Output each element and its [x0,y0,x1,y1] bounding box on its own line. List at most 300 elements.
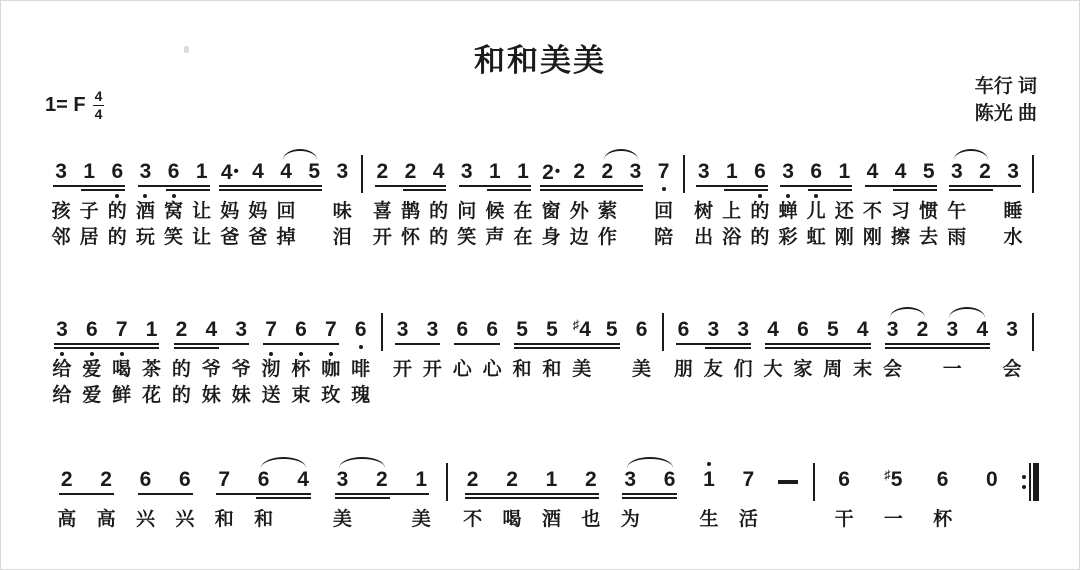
note-digit: 3 [1006,318,1018,341]
note-digit: 6 [456,318,469,341]
octave-dot-below [814,194,818,198]
lyric-syllable: 候 [485,201,505,222]
lyric-syllable [597,383,627,409]
note-slot [565,149,593,199]
lyric-syllable [848,383,878,409]
lyric-syllable [728,383,758,409]
beam-line [403,189,447,191]
lyric-syllable: 邻 [51,227,71,248]
note-column [728,307,758,409]
lyric-syllable: 外 [569,201,589,222]
beam-line [81,189,125,191]
lyric-syllable: 笑 [164,227,184,248]
lyric-syllable: 窗 [541,201,561,222]
note-digit: 2 [375,468,388,491]
lyric-syllable: 喝 [112,359,132,380]
note-slot [137,307,167,357]
beam-line [949,189,993,191]
octave-dot-below [143,194,147,198]
beam-line [256,497,311,499]
lyric-syllable: 的 [107,201,127,222]
octave-dot-below [359,345,363,349]
note-column [621,149,649,251]
note-column [597,307,627,409]
note-slot [788,307,818,357]
lyric-syllable [283,533,322,559]
thin-barline [1029,463,1031,501]
beam-line [375,185,447,187]
note-slot [690,149,718,199]
note-column [137,307,167,409]
repeat-dot [1022,485,1026,489]
lyric-syllable: 和 [254,509,274,530]
note-slot [729,457,768,507]
beam-line [540,185,643,187]
lyric-syllable: 活 [738,509,758,530]
barline [813,463,815,501]
note-digit: 2 [601,160,614,183]
beam-line [724,189,768,191]
score-system [47,457,1039,559]
note-slot [967,457,1016,507]
beam-line [138,493,193,495]
note-slot [226,307,256,357]
beam-line [765,343,870,345]
lyric-syllable: 喜 [372,201,392,222]
lyric-syllable: 彩 [778,227,798,248]
note-slot [86,457,125,507]
note-slot [848,307,878,357]
note-digit: 6 [754,160,766,183]
note-column [396,149,424,251]
beam-line [53,185,125,187]
note-digit: 4 [297,468,309,491]
note-column [368,149,396,251]
note-column [848,307,878,409]
beam-line [893,189,937,191]
note-column [698,307,728,409]
time-signature-top: 4 [94,88,103,104]
note-digit: 1 [725,160,738,183]
lyric-syllable [967,357,997,383]
note-slot [346,307,376,357]
beam-line [395,343,441,345]
note-slot [492,457,531,507]
note-digit: ♯4 [572,317,591,341]
note-slot [481,149,509,199]
sharp-accidental: ♯ [884,467,891,482]
note-digit: 7 [742,468,755,491]
composer-credit: 陈光 曲 [974,103,1037,124]
lyric-syllable: 玩 [135,227,155,248]
lyric-syllable: 的 [107,227,127,248]
note-digit: 3 [460,160,473,183]
note-digit: 0 [986,468,998,491]
lyric-syllable: 边 [569,227,589,248]
note-digit: 7 [657,160,670,183]
lyric-syllable: 开 [393,359,413,380]
lyric-syllable [967,533,1016,559]
lyric-syllable: 窝 [164,201,184,222]
repeat-dots [1022,475,1026,489]
beam-line [865,185,937,187]
note-slot [818,307,848,357]
note-digit: 6 [810,160,822,183]
octave-dot-below [329,352,333,356]
lyric-syllable [477,383,507,409]
note-column [611,457,650,559]
lyric-syllable: 周 [823,359,843,380]
note-digit: 1 [703,468,715,491]
note-digit: 3 [139,160,152,183]
lyric-syllable: 也 [581,509,601,530]
lyric-syllable: 浴 [722,227,742,248]
note-column [967,457,1016,559]
note-column [328,149,356,251]
beam-line [780,185,852,187]
note-digit: 2 [100,468,112,491]
measure [47,307,376,409]
lyric-syllable: 和 [542,359,562,380]
score-system [47,307,1039,409]
lyric-syllable: 鲜 [112,385,132,406]
beam-line [765,347,870,349]
note-column [453,149,481,251]
note-slot [196,307,226,357]
lyric-syllable: 沏 [261,359,281,380]
note-digit: 2 [175,318,188,341]
note-digit: 6 [936,468,949,491]
lyric-syllable [768,533,807,559]
beam-line [514,347,619,349]
note-column [286,307,316,409]
note-digit: 3 [782,160,794,183]
note-digit: 2 [404,160,417,183]
note-digit: 1 [415,468,428,491]
lyric-syllable: 高 [57,509,77,530]
lyric-syllable [453,533,492,559]
lyricist-credit: 车行 词 [974,76,1037,97]
note-slot [698,307,728,357]
note-column [567,307,597,409]
lyric-syllable: 声 [485,227,505,248]
note-column [418,307,448,409]
lyric-syllable: 泪 [332,227,352,248]
lyric-syllable: 笑 [457,227,477,248]
note-slot [858,149,886,199]
note-slot [328,149,356,199]
barline [683,155,685,193]
lyric-syllable: 心 [482,359,502,380]
lyric-syllable [244,533,283,559]
lyric-syllable: 一 [883,509,903,530]
beam-line [949,185,1021,187]
lyric-syllable: 一 [942,359,962,380]
lyric-syllable [402,533,441,559]
note-column [650,457,689,559]
beam-line [219,189,322,191]
lyric-syllable: 出 [694,227,714,248]
note-slot [509,149,537,199]
barline [662,313,664,351]
note-slot [425,149,453,199]
sustain-slot [768,457,807,507]
lyric-syllable: 给 [52,359,72,380]
note-slot [746,149,774,199]
note-slot [774,149,802,199]
lyric-syllable: 味 [332,201,352,222]
lyric-syllable: 上 [722,201,742,222]
note-slot [447,307,477,357]
lyric-syllable: 友 [703,359,723,380]
lyric-syllable: 朋 [673,359,693,380]
note-digit: 1 [83,160,96,183]
barline [1032,155,1034,193]
lyric-syllable [698,383,728,409]
lyric-syllable: 不 [463,509,483,530]
note-slot [886,149,914,199]
note-digit: 2 [584,468,597,491]
note-column [718,149,746,251]
barline [361,155,363,193]
note-column [47,149,75,251]
lyric-syllable [689,533,728,559]
lyric-syllable: 为 [620,509,640,530]
lyric-syllable: 爸 [248,227,268,248]
beam-line [335,493,429,495]
note-digit: 2 [506,468,518,491]
note-column [943,149,971,251]
beam-line [705,347,751,349]
lyric-syllable: 妹 [231,385,251,406]
beam-line [885,347,990,349]
beam-line [622,493,677,495]
lyric-syllable: 和 [214,509,234,530]
lyric-syllable: 让 [192,227,212,248]
note-column [858,149,886,251]
note-slot [453,149,481,199]
note-slot [728,307,758,357]
lyric-syllable [971,199,999,225]
note-digit: 1 [145,318,158,341]
note-column [537,307,567,409]
lyric-syllable: 兴 [135,509,155,530]
note-digit: ♯5 [884,467,903,491]
beam-line [219,185,322,187]
measure [669,307,1028,409]
note-slot [47,307,77,357]
beam-line [465,493,599,495]
note-column [131,149,159,251]
lyric-syllable [758,383,788,409]
note-column [650,149,678,251]
lyric-syllable [447,383,477,409]
note-slot [453,457,492,507]
note-digit: 4 [432,160,445,183]
lyric-syllable [669,383,699,409]
key-signature [45,89,104,121]
note-digit: 2 [60,468,73,491]
note-column [492,457,531,559]
note-slot [47,149,75,199]
lyric-syllable: 鹊 [400,201,420,222]
note-slot [388,307,418,357]
note-column [226,307,256,409]
note-column [477,307,507,409]
note-column [869,457,918,559]
note-slot [368,149,396,199]
beam-line [454,343,500,345]
note-digit: 4 [205,318,218,341]
octave-dot-below [269,352,273,356]
lyric-syllable: 开 [422,359,442,380]
lyric-syllable [47,533,86,559]
lyric-syllable [768,507,807,533]
note-column [196,307,226,409]
note-column [878,307,908,409]
lyric-syllable: 的 [750,227,770,248]
barline [1032,313,1034,351]
lyric-syllable: 会 [883,359,903,380]
note-digit: 1 [545,468,558,491]
lyric-syllable [908,357,938,383]
beam-line [263,343,338,345]
time-signature-bottom: 4 [94,105,103,122]
note-column [447,307,477,409]
note-digit: 3 [697,160,710,183]
lyric-syllable: 干 [834,509,854,530]
note-digit: 7 [265,318,277,341]
note-column [103,149,131,251]
note-column [571,457,610,559]
note-digit: 4 [280,160,292,183]
note-column [690,149,718,251]
note-digit: 4 [252,160,264,183]
lyric-syllable [878,383,908,409]
lyric-syllable: 杯 [933,509,953,530]
octave-dot-below [120,352,124,356]
note-column [362,457,401,559]
note-slot [537,307,567,357]
note-column [402,457,441,559]
barline [446,463,448,501]
lyric-syllable: 末 [853,359,873,380]
note-slot [216,149,244,199]
note-digit: 4 [767,318,779,341]
note-digit: 6 [85,318,98,341]
note-slot [915,149,943,199]
lyric-syllable: 喝 [502,509,522,530]
measure [388,307,657,409]
lyric-syllable: 妈 [248,201,268,222]
beam-line [808,189,852,191]
lyric-syllable: 美 [632,359,652,380]
note-slot [537,149,565,199]
note-slot [103,149,131,199]
lyric-syllable: 开 [372,227,392,248]
note-slot [286,307,316,357]
note-slot [477,307,507,357]
note-column [507,307,537,409]
note-digit: 3 [737,318,750,341]
note-column [818,307,848,409]
lyric-syllable: 咖 [321,359,341,380]
note-column [788,307,818,409]
note-slot [820,457,869,507]
lyric-syllable: 茶 [142,359,162,380]
lyric-syllable: 美 [572,359,592,380]
lyric-syllable: 心 [452,359,472,380]
note-slot [650,149,678,199]
beam-line [174,343,249,345]
note-digit: 2 [979,160,991,183]
note-digit: 3 [707,318,720,341]
note-digit: 6 [797,318,809,341]
lyric-syllable [492,533,531,559]
note-digit: 4 [856,318,869,341]
octave-dot-below [662,187,666,191]
lyric-syllable [532,533,571,559]
note-digit: 6 [257,468,270,491]
note-column [205,457,244,559]
note-column [774,149,802,251]
lyric-syllable [283,507,322,533]
note-slot [126,457,165,507]
lyric-syllable [650,507,689,533]
lyric-syllable: 习 [891,201,911,222]
lyric-syllable: 的 [750,201,770,222]
lyric-syllable: 爸 [220,227,240,248]
note-column [244,457,283,559]
lyric-syllable: 酒 [541,509,561,530]
note-slot [627,307,657,357]
note-column [532,457,571,559]
note-slot [167,307,197,357]
lyric-syllable: 的 [171,385,191,406]
song-title: 和和美美 [474,43,606,78]
note-slot [802,149,830,199]
note-slot [47,457,86,507]
beam-line [138,185,210,187]
lyric-syllable: 刚 [834,227,854,248]
note-column [997,307,1027,409]
lyric-syllable [567,383,597,409]
lyric-syllable [418,383,448,409]
note-digit: 4• [220,161,239,184]
measure [690,149,1027,251]
note-column [323,457,362,559]
note-digit: 5 [605,318,618,341]
credits [975,73,1037,127]
note-column [244,149,272,251]
lyric-syllable: 掉 [276,227,296,248]
note-column [481,149,509,251]
beam-line [335,497,390,499]
note-slot [571,457,610,507]
beam-line [885,343,990,345]
note-digit: 1 [517,160,529,183]
lyric-syllable [621,199,649,225]
note-column [768,457,807,559]
note-digit: 3 [336,468,349,491]
note-slot [830,149,858,199]
note-column [758,307,788,409]
note-column [256,307,286,409]
lyric-syllable: 的 [429,227,449,248]
note-slot [532,457,571,507]
measure [47,149,356,251]
beam-line [514,343,619,345]
